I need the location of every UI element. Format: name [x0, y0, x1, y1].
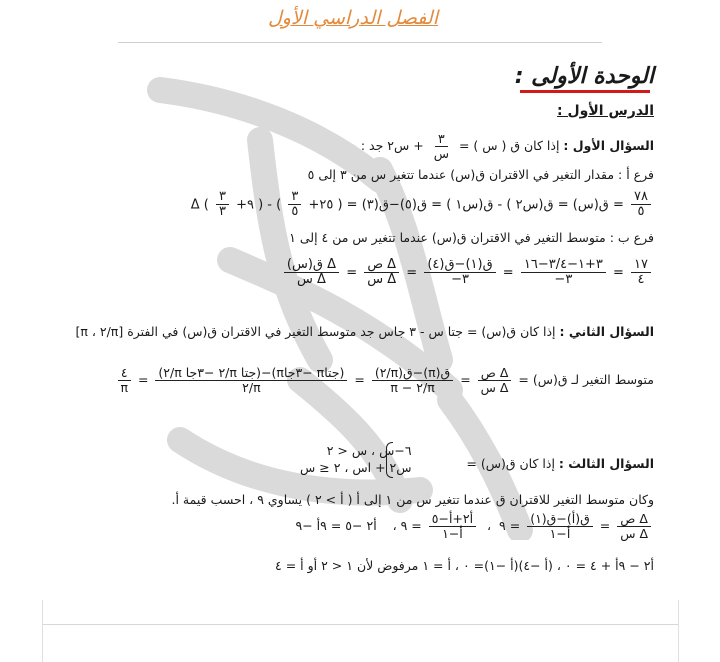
- semester-title: الفصل الدراسي الأول: [268, 7, 438, 29]
- q1-a-result: $\frac{٧٨}{٥}$: [631, 190, 651, 220]
- q2-e1: $\frac{\text{Δ ص}}{\text{Δ س}}$: [478, 366, 512, 395]
- q1-a-equation: [191, 190, 654, 220]
- q2-text: إذا كان ق(س) = جتا س - ٣ جاس جد متوسط التغير في الاقتران ق(س) في الفترة: [127, 324, 556, 339]
- q3-statement: [466, 456, 654, 471]
- q2-statement: [75, 324, 654, 339]
- unit-underline: [520, 90, 650, 93]
- q3-cases: [300, 442, 412, 476]
- q3-s2-result: = ٩: [499, 517, 521, 533]
- q1-a-frac2: $\frac{٣}{٣}$: [216, 190, 229, 220]
- page-right-border: [678, 600, 679, 662]
- q1-b-e1: $\frac{\text{Δ ص}}{\text{Δ س}}$: [364, 258, 399, 288]
- q3-case-2: س٢ + اس ، ٢ ≤ س: [300, 460, 412, 475]
- q2-e2: $\frac{\text{ق(π)−ق(π/٢)}}{\pi/٢ - \pi}$: [372, 366, 453, 395]
- q3-s1: $\frac{\text{Δ ص}}{\text{Δ س}}$: [617, 512, 651, 541]
- q2-e3: $\frac{\text{(جتاπ −٣جاπ)−(جتا π/٢ −٣جا π/٢)}}{\pi/٢}$: [155, 366, 347, 395]
- q1-part-a: [308, 167, 654, 182]
- q1-label: السؤال الأول :: [563, 137, 654, 153]
- q1-a-frac1: $\frac{٣}{٥}$: [288, 190, 301, 220]
- q3-solution-line2: أ٢ − ٩أ + ٤ = ٠ ، (أ −٤)(أ −١)= ٠ ، أ = ١ مرفوض لأن ١ < ٢ أو أ = ٤: [275, 558, 654, 573]
- page-bottom-border: [42, 624, 678, 625]
- q2-interval: [π/٢ ، π]: [75, 324, 124, 339]
- q1-b-result: $\frac{١٧}{٤}$: [631, 258, 651, 288]
- q1-b-label: فرع ب :: [609, 230, 654, 245]
- q1-text: إذا كان ق ( س ) =: [458, 137, 560, 153]
- q1-a-eq-left: Δ ق(س) = ق(س٢ ) - ق(س١ ) = ق(٥)−ق(٣) = ( ٢٥+: [190, 197, 609, 213]
- q2-label: السؤال الثاني :: [559, 324, 654, 339]
- q1-a-eq-end: ) =: [203, 197, 624, 213]
- q1-a-label: فرع أ :: [618, 167, 654, 182]
- unit-title: الوحدة الأولى :: [514, 64, 654, 89]
- lesson-title: الدرس الأول :: [557, 103, 654, 119]
- page-left-border: [42, 600, 43, 662]
- q1-fraction: $\frac{٣}{\text{س}}$: [433, 131, 449, 161]
- q3-label: السؤال الثالث :: [558, 456, 654, 471]
- q1-part-b: [289, 230, 654, 245]
- q1-a-eq-mid: ) - ( ٩+: [236, 197, 282, 213]
- q3-s2: $\frac{\text{ق(أ)−ق(١)}}{\text{أ−١}}$: [527, 512, 593, 541]
- q2-lhs: متوسط التغير لـ ق(س) =: [518, 371, 654, 387]
- q1-b-e2: $\frac{\text{ق(١)−ق(٤)}}{٣-}$: [424, 258, 495, 288]
- header-divider: [118, 42, 602, 43]
- q2-result: $\frac{٤}{\pi}$: [117, 366, 131, 395]
- q1-a-text: مقدار التغير في الاقتران ق(س) عندما تتغير س من ٣ إلى ٥: [307, 167, 615, 182]
- q3-s3: $\frac{\text{أ٢+أ−٥}}{\text{أ−١}}$: [429, 512, 476, 541]
- q1-b-lhs: $\frac{\text{Δ ق(س)}}{\text{Δ س}}$: [284, 258, 339, 288]
- q1-b-text: متوسط التغير في الاقتران ق(س) عندما تتغير س من ٤ إلى ١: [289, 230, 606, 245]
- q3-case-1: ٦−س ، س < ٢: [326, 443, 412, 458]
- q1-b-e3: $\frac{٣+١-٣/٤-١٦}{٣-}$: [521, 258, 606, 288]
- q3-solution-line1: $\frac{\text{Δ ص}}{\text{Δ س}}$ = $\frac{\text{ق(أ)−ق(١)}}{\text{أ−١}}$ = ٩ ، $\frac{\text{أ٢+أ−٥}}{\text{أ−١}}$ = ٩ ، أ٢ −٥ = ٩أ −٩: [296, 512, 654, 541]
- q1-statement: [361, 132, 654, 161]
- q1-b-equation: $\frac{\text{Δ ق(س)}}{\text{Δ س}}$ = $\frac{\text{Δ ص}}{\text{Δ س}}$ = $\frac{\text{ق(١)−ق(٤)}}{٣-}$ = $\frac{٣+١-٣/٤-١٦}{٣-}$ = $\frac{١٧}{٤}$: [281, 258, 654, 288]
- q3-s4: أ٢ −٥ = ٩أ −٩: [295, 517, 377, 533]
- q3-s3-result: = ٩ ،: [392, 517, 422, 533]
- q2-equation: متوسط التغير لـ ق(س) = $\frac{\text{Δ ص}}{\text{Δ س}}$ = $\frac{\text{ق(π)−ق(π/٢)}}{\pi/٢ - \pi}$ = $\frac{\text{(جتاπ −٣جاπ)−(جتا π/٢ −٣جا π/٢)}}{\pi/٢}$ = $\frac{٤}{\pi}$: [114, 366, 654, 395]
- q3-text: إذا كان ق(س) =: [466, 456, 555, 471]
- q1-rest: + س٢ جد :: [360, 137, 424, 153]
- q3-condition: وكان متوسط التغير للاقتران ق عندما تتغير س من ١ إلى أ ( أ > ٢ ) يساوي ٩ ، احسب قيمة أ.: [171, 492, 654, 507]
